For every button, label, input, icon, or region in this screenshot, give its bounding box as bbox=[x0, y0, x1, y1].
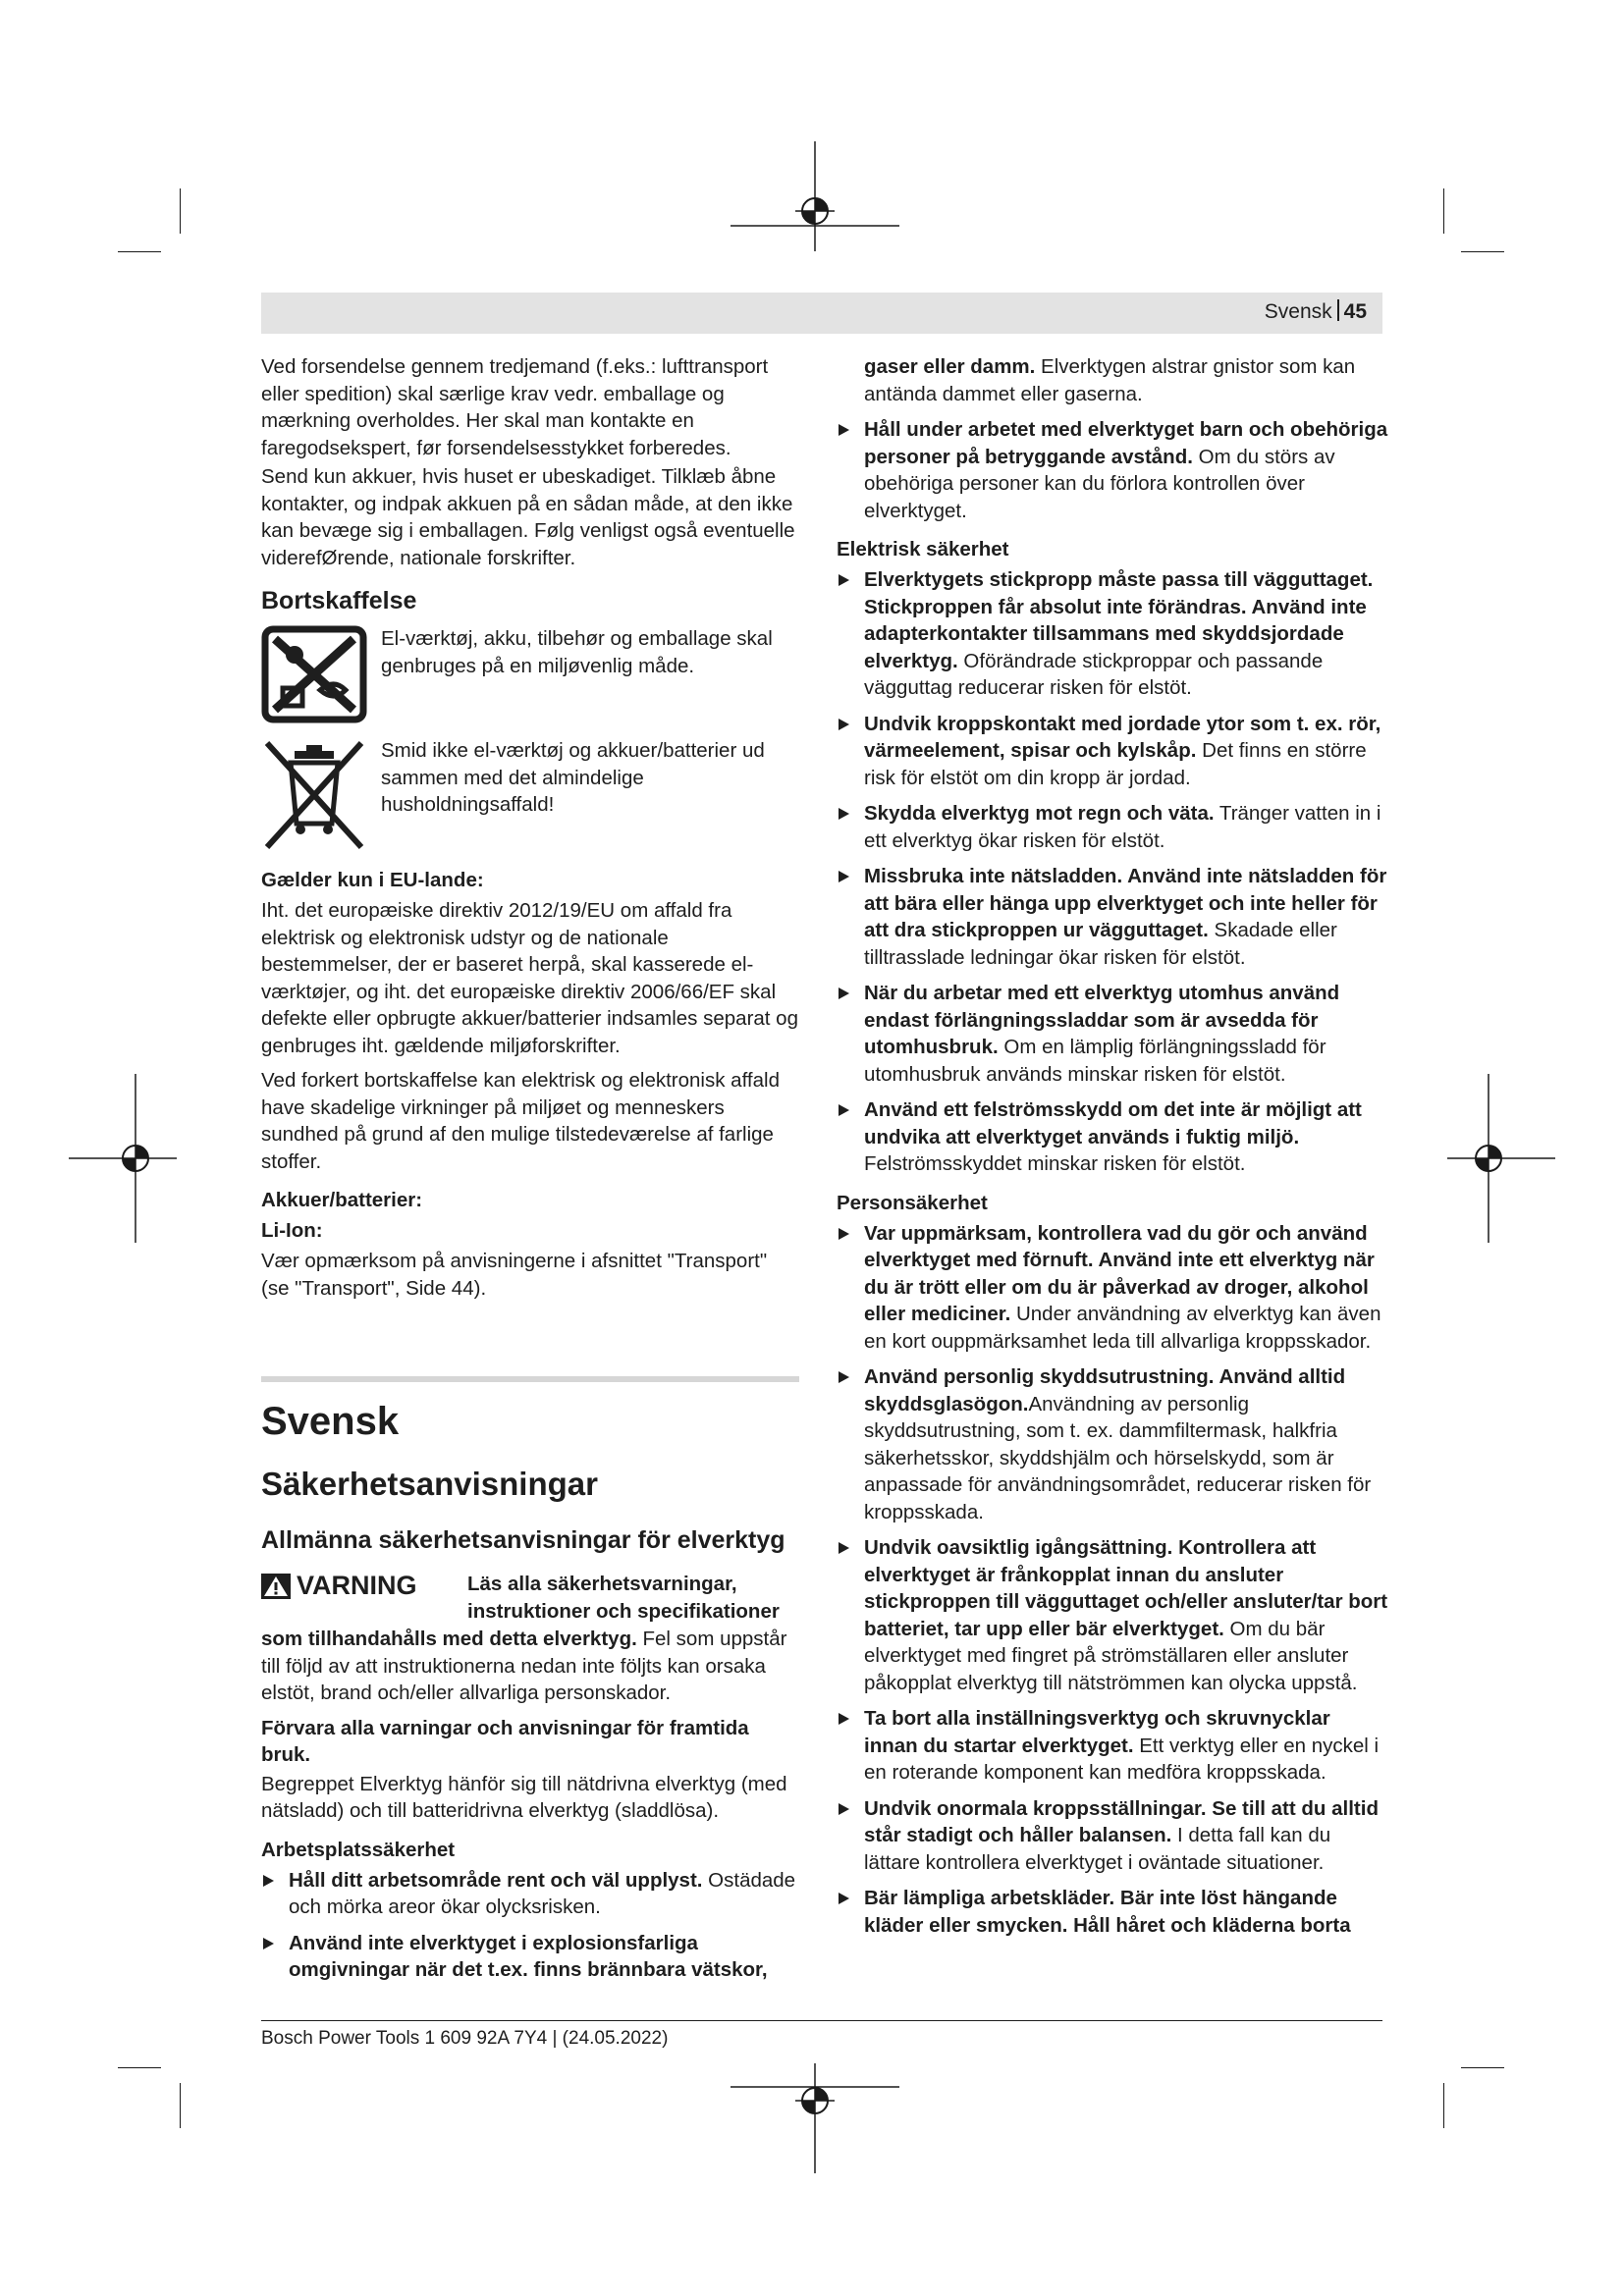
header-separator bbox=[1337, 299, 1339, 321]
personal-bullet-2 bbox=[837, 1363, 1388, 1525]
bullet-bold: När du arbetar med ett elverktyg utomhus använd endast förlängningssladdar som är avsedda för utomhusbruk. bbox=[864, 982, 1340, 1058]
warning-label bbox=[261, 1571, 417, 1601]
term-paragraph: Begreppet Elverktyg hänför sig till nätdrivna elverktyg (med nätsladd) och till batteridrivna elverktyg (sladdlösa). bbox=[261, 1772, 787, 1822]
bullet-arrow-icon bbox=[839, 719, 849, 730]
bullet-text: Ostädade och mörka areor ökar olycksrisken. bbox=[289, 1868, 796, 1918]
electric-bullet-2 bbox=[837, 711, 1388, 792]
bullet-bold: Undvik kroppskontakt med jordade ytor som t. ex. rör, värmeelement, spisar och kylskåp. bbox=[864, 712, 1381, 762]
continued-bullet bbox=[837, 353, 1388, 407]
bullet-arrow-icon bbox=[839, 424, 849, 436]
keep-instructions: Förvara alla varningar och anvisningar för framtida bruk. bbox=[261, 1716, 749, 1766]
bullet-arrow-icon bbox=[839, 1542, 849, 1554]
right-column bbox=[837, 353, 1388, 1948]
safety-title: Säkerhetsanvisningar bbox=[261, 1466, 598, 1502]
left-column bbox=[261, 353, 799, 1993]
recycling-text: El-værktøj, akku, tilbehør og emballage skal genbruges på en miljøvenlig måde. bbox=[381, 627, 773, 677]
bullet-bold: Använd ett felströmsskydd om det inte är möjligt att undvika att elverktyget används i fuktig miljö. bbox=[864, 1098, 1362, 1148]
bullet-text: Ett verktyg eller en nyckel i en roterande komponent kan medföra kroppsskada. bbox=[864, 1734, 1380, 1784]
waste-bin-row bbox=[261, 737, 799, 853]
disposal-heading: Bortskaffelse bbox=[261, 587, 417, 614]
bullet-bold: Var uppmärksam, kontrollera vad du gör och använd elverktyget med förnuft. Använd inte ett elverktyg när du är trött eller om du är påverkad av droger, alkohol eller mediciner. bbox=[864, 1221, 1375, 1325]
registration-mark-right bbox=[1437, 1070, 1555, 1247]
bullet-text: Om du störs av obehöriga personer kan du förlora kontrollen över elverktyget. bbox=[864, 445, 1335, 522]
general-safety-title: Allmänna säkerhetsanvisningar för elverktyg bbox=[261, 1526, 785, 1554]
electric-safety-heading: Elektrisk säkerhet bbox=[837, 538, 1009, 561]
bullet-bold: Elverktygets stickpropp måste passa till vägguttaget. Stickproppen får absolut inte förändras. Använd inte adapterkontakter tillsammans med skyddsjordade elverktyg. bbox=[864, 568, 1374, 672]
personal-bullet-5 bbox=[837, 1795, 1388, 1877]
warning-continuation bbox=[261, 1626, 799, 1707]
language-title: Svensk bbox=[261, 1400, 400, 1443]
warning-triangle-icon bbox=[261, 1574, 291, 1599]
bullet-bold: Håll under arbetet med elverktyget barn och obehöriga personer på betryggande avstånd. bbox=[864, 418, 1388, 468]
bullet-arrow-icon bbox=[839, 988, 849, 999]
bullet-text: Om du bär elverktyget med fingret på strömställaren eller ansluter påkopplat elverktyg till nätströmmen kan olycka uppstå. bbox=[864, 1617, 1358, 1694]
bullet-arrow-icon bbox=[839, 1893, 849, 1904]
bullet-text: Användning av personlig skyddsutrustning, som t. ex. dammfiltermask, halkfria säkerhetsskor, skyddshjälm och hörselskydd, som är anpassade för användningsområdet, reducerar risken för kroppsskada. bbox=[864, 1392, 1372, 1523]
li-ion-heading: Li-Ion: bbox=[261, 1219, 323, 1242]
bullet-arrow-icon bbox=[839, 574, 849, 586]
crop-mark-tl-h bbox=[118, 251, 161, 252]
bullet-arrow-icon bbox=[839, 808, 849, 820]
crop-mark-bl-v bbox=[180, 2083, 181, 2128]
bullet-arrow-icon bbox=[839, 871, 849, 882]
bullet-bold: Undvik oavsiktlig igångsättning. Kontrollera att elverktyget är frånkopplat innan du ansluter stickproppen till vägguttaget och/eller ansluter/tar bort batteriet, tar upp eller bär elverktyget. bbox=[864, 1536, 1388, 1640]
crossed-out-bin-icon bbox=[261, 737, 367, 853]
crop-mark-tl-v bbox=[180, 188, 181, 234]
bullet-arrow-icon bbox=[263, 1938, 274, 1949]
transport-paragraph: Ved forsendelse gennem tredjemand (f.eks.: lufttransport eller spedition) skal særlige krav vedr. emballage og mærkning overholdes. Her skal man kontakte en faregodsekspert, før forsendelsesstykket forberedes. bbox=[261, 355, 769, 459]
personal-safety-heading: Personsäkerhet bbox=[837, 1191, 988, 1214]
bullet-bold: gaser eller damm. bbox=[864, 355, 1036, 378]
bullet-text: Om en lämplig förlängningssladd för utomhusbruk används minskar risken för elstöt. bbox=[864, 1036, 1326, 1086]
warning-cont-bold: som tillhandahålls med detta elverktyg. bbox=[261, 1628, 637, 1650]
bullet-bold: Ta bort alla inställningsverktyg och skruvnycklar innan du startar elverktyget. bbox=[864, 1707, 1330, 1757]
warning-cont-text: Fel som uppstår till följd av att instruktionerna nedan inte följts kan orsaka elstöt, brand och/eller allvarliga personskador. bbox=[261, 1628, 787, 1704]
bullet-arrow-icon bbox=[839, 1104, 849, 1116]
electric-bullet-1 bbox=[837, 566, 1388, 702]
eu-harm-paragraph: Ved forkert bortskaffelse kan elektrisk og elektronisk affald have skadelige virkninger på miljøet og menneskers sundhed på grund af den mulige tilstedeværelse af farlige stoffer. bbox=[261, 1069, 780, 1173]
warning-text: Läs alla säkerhetsvarningar, instruktioner och specifikationer bbox=[467, 1573, 780, 1623]
household-waste-text: Smid ikke el-værktøj og akkuer/batterier ud sammen med det almindelige husholdningsaffald! bbox=[381, 739, 765, 816]
workplace-heading: Arbetsplatssäkerhet bbox=[261, 1838, 456, 1861]
bullet-bold: Missbruka inte nätsladden. Använd inte nätsladden för att bära eller hänga upp elverktyget och inte heller för att dra stickproppen ur vägguttaget. bbox=[864, 865, 1387, 941]
electric-bullet-4 bbox=[837, 863, 1388, 971]
bullet-text: I detta fall kan du lättare kontrollera elverktyget i oväntade situationer. bbox=[864, 1824, 1331, 1874]
personal-bullet-3 bbox=[837, 1534, 1388, 1696]
children-bullet bbox=[837, 416, 1388, 524]
bullet-bold: Bär lämpliga arbetskläder. Bär inte löst hängande kläder eller smycken. Håll håret och kläderna borta bbox=[864, 1887, 1351, 1937]
bullet-bold: Skydda elverktyg mot regn och väta. bbox=[864, 802, 1215, 825]
workplace-bullet-1 bbox=[261, 1867, 799, 1921]
bullet-text: Elverktygen alstrar gnistor som kan antända dammet eller gaserna. bbox=[864, 355, 1356, 405]
bullet-arrow-icon bbox=[263, 1875, 274, 1887]
footer-rule bbox=[261, 2020, 1382, 2021]
bullet-bold: Använd inte elverktyget i explosionsfarliga omgivningar när det t.ex. finns brännbara vätskor, bbox=[289, 1931, 768, 1981]
bullet-text: Oförändrade stickproppar och passande vägguttag reducerar risken för elstöt. bbox=[864, 649, 1324, 699]
personal-bullet-1 bbox=[837, 1220, 1388, 1356]
electric-bullet-3 bbox=[837, 800, 1388, 854]
crop-mark-bl-h bbox=[118, 2067, 161, 2068]
workplace-bullet-2 bbox=[261, 1930, 799, 1984]
warning-block bbox=[261, 1571, 799, 1626]
header-label bbox=[1265, 299, 1367, 324]
electric-bullet-5 bbox=[837, 980, 1388, 1088]
bullet-text: Under användning av elverktyg kan även en kort ouppmärksamhet leda till allvarliga kroppsskador. bbox=[864, 1303, 1381, 1353]
bullet-arrow-icon bbox=[839, 1713, 849, 1725]
bullet-arrow-icon bbox=[839, 1803, 849, 1815]
page-header bbox=[261, 293, 1382, 334]
personal-bullet-6 bbox=[837, 1885, 1388, 1939]
bullet-text: Det finns en större risk för elstöt om din kropp är jordad. bbox=[864, 739, 1367, 789]
header-section: Svensk bbox=[1264, 300, 1332, 323]
eu-heading: Gælder kun i EU-lande: bbox=[261, 869, 484, 891]
send-paragraph: Send kun akkuer, hvis huset er ubeskadiget. Tilklæb åbne kontakter, og indpak akkuen på en sådan måde, at den ikke kan bevæge sig i emballagen. Følg venligst også eventuelle viderefØrende, nationale forskrifter. bbox=[261, 465, 795, 569]
crop-mark-tr-h bbox=[1461, 251, 1504, 252]
registration-mark-left bbox=[69, 1070, 187, 1247]
recycling-row bbox=[261, 625, 799, 723]
warning-word: VARNING bbox=[297, 1571, 417, 1600]
bullet-bold: Använd personlig skyddsutrustning. Använd alltid skyddsglasögon. bbox=[864, 1365, 1346, 1415]
bullet-text: Felströmsskyddet minskar risken för elstöt. bbox=[864, 1152, 1246, 1175]
li-ion-paragraph: Vær opmærksom på anvisningerne i afsnittet "Transport" (se "Transport", Side 44). bbox=[261, 1250, 768, 1300]
electric-bullet-6 bbox=[837, 1096, 1388, 1178]
bullet-arrow-icon bbox=[839, 1371, 849, 1383]
bullet-text: Tränger vatten in i ett elverktyg ökar risken för elstöt. bbox=[864, 802, 1381, 852]
bullet-bold: Håll ditt arbetsområde rent och väl upplyst. bbox=[289, 1868, 703, 1892]
bullet-arrow-icon bbox=[839, 1228, 849, 1240]
crop-mark-br-v bbox=[1443, 2083, 1444, 2128]
registration-mark-top bbox=[727, 137, 903, 255]
eu-directive-paragraph: Iht. det europæiske direktiv 2012/19/EU om affald fra elektrisk og elektronisk udstyr og de nationale bestemmelser, der er baseret herpå, skal kasserede el-værktøjer, og iht. det europæiske direktiv 2006/66/EF skal defekte eller opbrugte akkuer/batterier indsamles separat og genbruges iht. gældende miljøforskrifter. bbox=[261, 899, 798, 1057]
recycling-symbol-icon bbox=[261, 625, 367, 723]
page-number: 45 bbox=[1343, 300, 1367, 323]
bullet-bold: Undvik onormala kroppsställningar. Se till att du alltid står stadigt och håller balansen. bbox=[864, 1796, 1379, 1846]
batteries-heading: Akkuer/batterier: bbox=[261, 1189, 423, 1211]
bullet-text: Skadade eller tilltrasslade ledningar ökar risken för elstöt. bbox=[864, 919, 1337, 969]
footer-text: Bosch Power Tools 1 609 92A 7Y4 | (24.05.2022) bbox=[261, 2028, 669, 2049]
registration-mark-bottom bbox=[727, 2059, 903, 2177]
crop-mark-br-h bbox=[1461, 2067, 1504, 2068]
personal-bullet-4 bbox=[837, 1705, 1388, 1787]
crop-mark-tr-v bbox=[1443, 188, 1444, 234]
section-divider bbox=[261, 1376, 799, 1382]
